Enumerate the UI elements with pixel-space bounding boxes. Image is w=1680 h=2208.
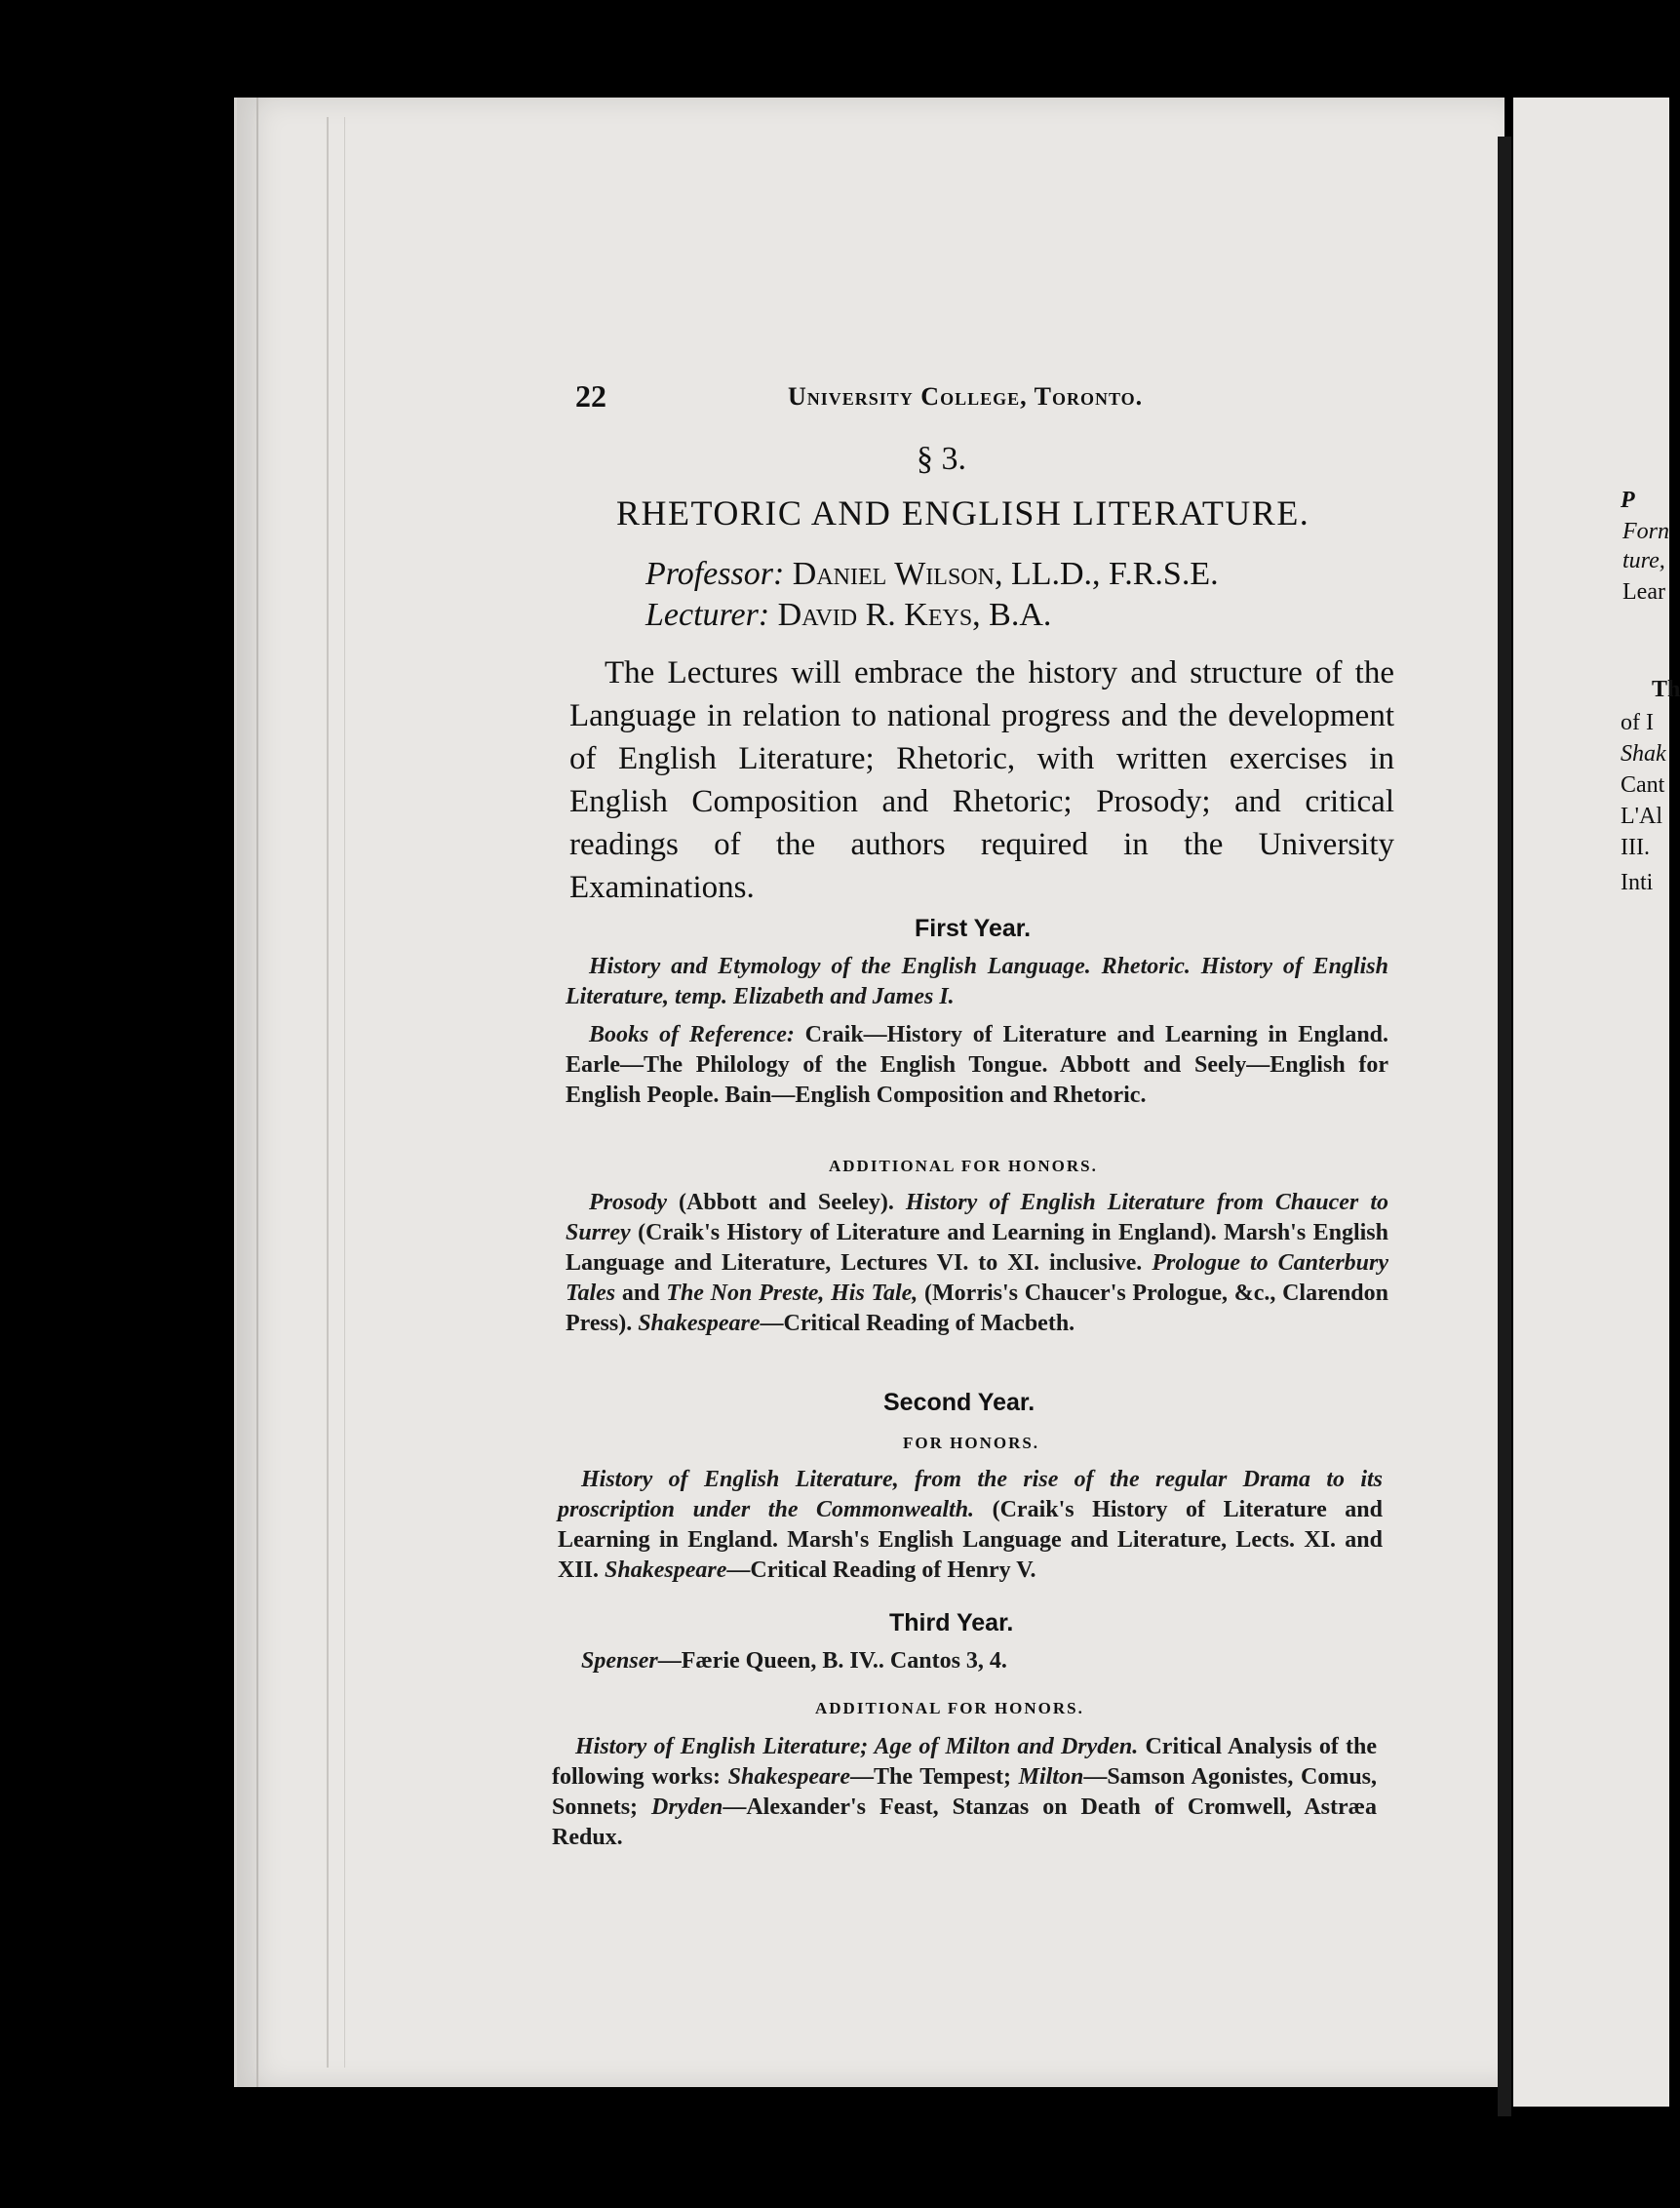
first-year-topics-text: History and Etymology of the English Language. Rhetoric. History of English Literature, temp. Elizabeth and James I. [566, 954, 1388, 1009]
second-year-caption: FOR HONORS. [903, 1434, 1040, 1452]
first-year-topics [566, 952, 1388, 1012]
second-year-italic: Shakespeare [605, 1557, 727, 1583]
adjacent-line: Shak [1621, 741, 1666, 767]
intro-paragraph: The Lectures will embrace the history and structure of the Language in relation to national progress and the development of English Literature; Rhetoric, with written exercises in English Composition and Rhetoric; Prosody; and critical readings of the authors required in the University Examinations. [569, 655, 1394, 905]
books-label: Books of Reference: [589, 1022, 795, 1047]
third-year-plain: Critical Analysis of the following works: [552, 1734, 1377, 1790]
honors-italic: The Non Preste, His Tale, [666, 1281, 918, 1306]
spenser-italic: Spenser [581, 1648, 658, 1674]
third-year-honors [552, 1732, 1377, 1853]
running-title: University College, Toronto. [788, 382, 1144, 411]
first-year-heading: First Year. [915, 915, 1032, 942]
adjacent-line: Forn [1622, 519, 1669, 544]
third-year-plain: —The Tempest; [849, 1764, 1019, 1790]
page-number: 22 [575, 378, 606, 414]
adjacent-page-fragment [1513, 98, 1680, 2107]
third-year-plain: —Samson Agonistes, Comus, Sonnets; [552, 1764, 1378, 1820]
lecturer-line [645, 597, 1051, 634]
honors-text: (Craik's History of Literature and Learning in England). Marsh's English Language and Literature, Lectures VI. to XI. inclusive. [566, 1220, 1388, 1276]
honors-text: and [615, 1281, 667, 1306]
adjacent-line: Lear [1622, 579, 1665, 605]
second-year-plain: —Critical Reading of Henry V. [726, 1557, 1036, 1583]
adjacent-line: of I [1621, 710, 1654, 735]
book-gutter [1498, 137, 1511, 2116]
honors-text: —Critical Reading of Macbeth. [760, 1311, 1075, 1336]
page-edge-line [344, 117, 345, 2068]
honors-text: (Morris's Chaucer's Prologue, &c., Clarendon Press). [566, 1281, 1388, 1336]
second-year-heading: Second Year. [883, 1389, 1035, 1416]
third-year-plain: —Alexander's Feast, Stanzas on Death of Cromwell, Astræa Redux. [552, 1794, 1377, 1850]
lecturer-role: Lecturer: [645, 597, 770, 633]
third-year-italic: Milton [1018, 1764, 1084, 1790]
honors-italic: History of English Literature from Chaucer to Surrey [566, 1190, 1389, 1245]
first-year-books [566, 1020, 1388, 1111]
books-text: Craik—History of Literature and Learning in England. Earle—The Philology of the English Tongue. Abbott and Seely—English for English People. Bain—English Composition and Rhetoric. [566, 1022, 1389, 1108]
professor-role: Professor: [645, 556, 785, 592]
first-year-honors-caption: ADDITIONAL FOR HONORS. [829, 1157, 1098, 1175]
page-edge-line [256, 98, 258, 2087]
page-header [575, 378, 1219, 417]
third-year-italic: Dryden [651, 1794, 723, 1820]
third-year-italic: Shakespeare [727, 1764, 850, 1790]
third-year-heading: Third Year. [889, 1609, 1014, 1636]
spenser-text: —Færie Queen, B. IV.. Cantos 3, 4. [657, 1648, 1007, 1674]
adjacent-line: Th [1652, 677, 1680, 702]
honors-italic: Prosody [589, 1190, 667, 1215]
professor-line [645, 556, 1219, 593]
lecturer-name: David R. Keys, B.A. [777, 597, 1052, 633]
second-year-plain: (Craik's History of Literature and Learning in England. Marsh's English Language and Literature, Lects. XI. and XII. [558, 1497, 1383, 1583]
third-year-spenser [581, 1646, 1381, 1676]
section-title: RHETORIC AND ENGLISH LITERATURE. [616, 493, 1310, 532]
adjacent-line: Cant [1621, 772, 1665, 798]
third-year-italic: History of English Literature; Age of Milton and Dryden. [575, 1734, 1139, 1759]
second-year-text [558, 1465, 1383, 1586]
adjacent-line: L'Al [1621, 804, 1662, 829]
adjacent-line: III. [1621, 835, 1650, 860]
honors-italic: Shakespeare [638, 1311, 761, 1336]
professor-name: Daniel Wilson, LL.D., F.R.S.E. [792, 556, 1219, 592]
honors-text: (Abbott and Seeley). [667, 1190, 906, 1215]
second-year-italic: History of English Literature, from the rise of the regular Drama to its proscription under the Commonwealth. [558, 1467, 1383, 1522]
adjacent-line: P [1621, 488, 1635, 513]
third-year-honors-caption: ADDITIONAL FOR HONORS. [815, 1699, 1084, 1717]
honors-italic: Prologue to Canterbury Tales [566, 1250, 1388, 1306]
section-number: § 3. [917, 441, 966, 477]
adjacent-line: ture, [1622, 548, 1665, 573]
first-year-honors [566, 1188, 1388, 1339]
page-edge-line [327, 117, 329, 2068]
adjacent-line: Inti [1621, 870, 1654, 895]
